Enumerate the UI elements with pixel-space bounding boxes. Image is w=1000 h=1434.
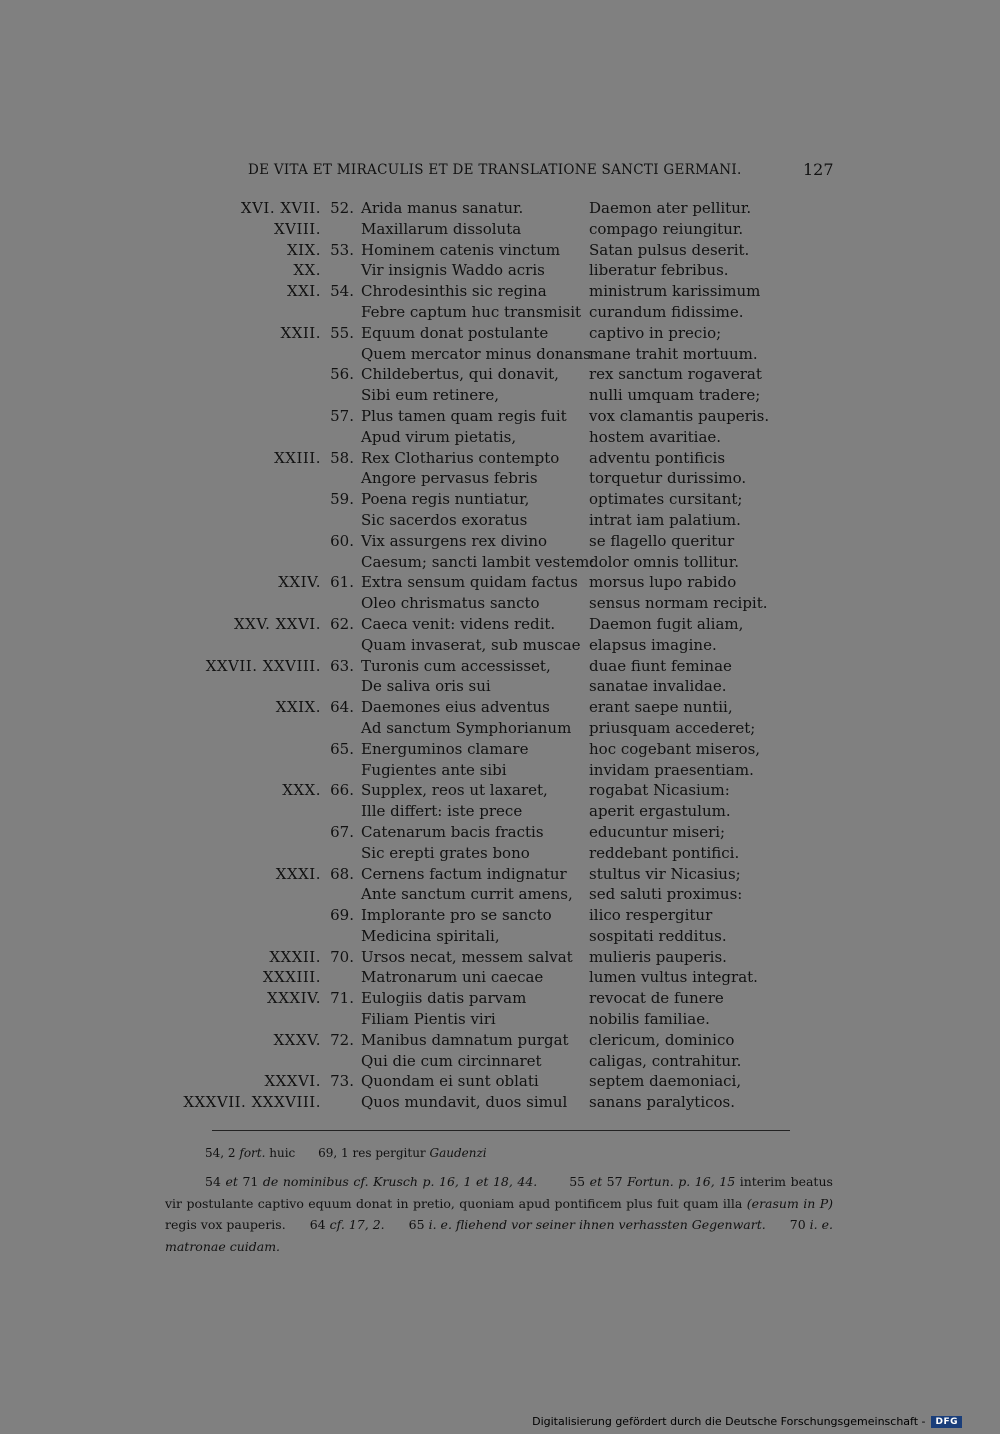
note-text: regis vox pauperis.	[165, 1217, 286, 1232]
verse-first-half: Daemones eius adventus	[361, 698, 550, 717]
strophe-number: 52.	[330, 199, 354, 217]
verse-first-half: Chrodesinthis sic regina	[361, 282, 547, 301]
chapter-number: XXXIV.	[267, 989, 321, 1008]
strophe-number: 59.	[330, 490, 354, 509]
verse-first-half: Caeca venit: videns redit.	[361, 614, 556, 633]
verse-second-half: stultus vir Nicasius;	[589, 864, 741, 883]
verse-first-half: Hominem catenis vinctum	[361, 240, 561, 259]
verse-second-half: sensus normam recipit.	[589, 594, 768, 613]
poem-line	[0, 448, 1000, 469]
poem-line	[0, 406, 1000, 427]
verse-first-half: Rex Clotharius contempto	[361, 448, 560, 467]
poem-line	[0, 489, 1000, 510]
footnotes	[165, 1171, 833, 1257]
verse-second-half: dolor omnis tollitur.	[589, 552, 740, 571]
verse-second-half: mane trahit mortuum.	[589, 344, 758, 363]
chapter-number: XVI. XVII.	[240, 199, 321, 217]
poem-line	[0, 1071, 1000, 1092]
strophe-number: 73.	[330, 1072, 354, 1091]
strophe-number: 56.	[330, 365, 354, 384]
verse-second-half: sanatae invalidae.	[589, 677, 727, 696]
poem-line	[0, 760, 1000, 781]
verse-second-half: Daemon fugit aliam,	[589, 614, 744, 633]
note-ref: 65	[408, 1217, 425, 1232]
poem-line	[0, 427, 1000, 448]
poem-line	[0, 281, 1000, 302]
verse-second-half: sospitati redditus.	[589, 926, 727, 945]
strophe-number: 68.	[330, 864, 354, 883]
verse-first-half: Ursos necat, messem salvat	[361, 947, 573, 966]
verse-second-half: caligas, contrahitur.	[589, 1051, 742, 1070]
chapter-number: XXI.	[286, 282, 321, 301]
verse-first-half: Caesum; sancti lambit vestem:	[361, 552, 595, 571]
poem-line	[0, 385, 1000, 406]
verse-first-half: Poena regis nuntiatur,	[361, 490, 530, 509]
strophe-number: 60.	[330, 531, 354, 550]
verse-first-half: Manibus damnatum purgat	[361, 1030, 569, 1049]
verse-first-half: Febre captum huc transmisit	[361, 302, 582, 321]
poem-line	[0, 656, 1000, 677]
poem-line	[0, 364, 1000, 385]
chapter-number: XXV. XXVI.	[234, 614, 321, 633]
note-ref: 54	[205, 1174, 221, 1189]
verse-second-half: captivo in precio;	[589, 323, 722, 342]
poem-line	[0, 739, 1000, 760]
note-ref: 71	[242, 1174, 259, 1189]
verse-first-half: Sic sacerdos exoratus	[361, 510, 528, 529]
chapter-number: XXXVII. XXXVIII.	[183, 1093, 321, 1112]
poem-line	[0, 302, 1000, 323]
poem-line	[0, 1030, 1000, 1051]
poem-line	[0, 967, 1000, 988]
verse-second-half: rex sanctum rogaverat	[589, 365, 762, 384]
poem-line	[0, 864, 1000, 885]
verse-second-half: torquetur durissimo.	[589, 469, 747, 488]
verse-second-half: optimates cursitant;	[589, 490, 743, 509]
chapter-number: XVIII.	[273, 219, 321, 238]
poem-line	[0, 572, 1000, 593]
footnote-rule	[212, 1130, 790, 1131]
digitization-footer	[532, 1415, 962, 1428]
verse-second-half: hoc cogebant miseros,	[589, 739, 761, 758]
strophe-number: 63.	[330, 656, 354, 675]
verse-first-half: Medicina spiritali,	[361, 926, 500, 945]
verse-first-half: Catenarum bacis fractis	[361, 822, 544, 841]
verse-first-half: Energuminos clamare	[361, 739, 529, 758]
verse-first-half: Quam invaserat, sub muscae	[361, 635, 581, 654]
chapter-number: XXXIII.	[262, 968, 321, 987]
note-ref: 55	[569, 1174, 586, 1189]
strophe-number: 66.	[330, 781, 354, 800]
poem-line	[0, 1051, 1000, 1072]
strophe-number: 58.	[330, 448, 354, 467]
verse-first-half: Supplex, reos ut laxaret,	[361, 781, 548, 800]
chapter-number: XXII.	[280, 323, 321, 342]
poem-line	[0, 780, 1000, 801]
note-italic: de nominibus cf. Krusch p. 16, 1 et 18, 44.	[262, 1174, 538, 1189]
verse-second-half: intrat iam palatium.	[589, 510, 741, 529]
chapter-number: XX.	[293, 261, 321, 280]
verse-second-half: vox clamantis pauperis.	[589, 406, 770, 425]
running-title: DE VITA ET MIRACULIS ET DE TRANSLATIONE SANCTI GERMANI.	[248, 162, 742, 178]
verse-first-half: Angore pervasus febris	[361, 469, 538, 488]
verse-first-half: Plus tamen quam regis fuit	[361, 406, 567, 425]
note-italic: et	[589, 1174, 603, 1189]
verse-first-half: Ante sanctum currit amens,	[361, 885, 573, 904]
verse-second-half: septem daemoniaci,	[589, 1072, 742, 1091]
verse-second-half: revocat de funere	[589, 989, 724, 1008]
verse-first-half: Eulogiis datis parvam	[361, 989, 527, 1008]
verse-second-half: priusquam accederet;	[589, 718, 756, 737]
verse-first-half: Childebertus, qui donavit,	[361, 365, 559, 384]
strophe-number: 72.	[330, 1030, 354, 1049]
chapter-number: XXXII.	[269, 947, 321, 966]
apparatus-ref: 54, 2	[205, 1146, 236, 1160]
poem-line	[0, 260, 1000, 281]
note-italic: Fortun. p. 16, 15	[627, 1174, 736, 1189]
note-ref: 57	[606, 1174, 623, 1189]
poem-line	[0, 468, 1000, 489]
verse-second-half: elapsus imagine.	[589, 635, 717, 654]
poem-line	[0, 323, 1000, 344]
poem-line	[0, 947, 1000, 968]
poem-text	[0, 198, 1000, 1113]
poem-line	[0, 822, 1000, 843]
poem-line	[0, 988, 1000, 1009]
verse-second-half: Satan pulsus deserit.	[589, 240, 750, 259]
poem-line	[0, 593, 1000, 614]
verse-second-half: ilico respergitur	[589, 906, 713, 925]
note-italic: (erasum in P)	[746, 1195, 833, 1211]
verse-first-half: Extra sensum quidam factus	[361, 573, 578, 592]
running-header	[0, 162, 1000, 182]
verse-second-half: se flagello queritur	[589, 531, 735, 550]
verse-first-half: De saliva oris sui	[361, 677, 491, 696]
apparatus-italic: fort.	[239, 1146, 266, 1160]
verse-second-half: rogabat Nicasium:	[589, 781, 730, 800]
poem-line	[0, 905, 1000, 926]
verse-second-half: reddebant pontifici.	[589, 843, 740, 862]
poem-line	[0, 926, 1000, 947]
verse-first-half: Vir insignis Waddo acris	[361, 261, 545, 280]
chapter-number: XXX.	[282, 781, 321, 800]
note-italic: i. e. matronae cuidam.	[165, 1217, 834, 1254]
poem-line	[0, 531, 1000, 552]
note-italic: i. e. fliehend vor seiner ihnen verhassten Gegenwart.	[428, 1217, 766, 1232]
verse-second-half: sanans paralyticos.	[589, 1093, 736, 1112]
critical-apparatus	[205, 1146, 487, 1160]
verse-first-half: Sic erepti grates bono	[361, 843, 530, 862]
chapter-number: XXIII.	[274, 448, 321, 467]
verse-first-half: Qui die cum circinnaret	[361, 1051, 542, 1070]
verse-second-half: aperit ergastulum.	[589, 802, 731, 821]
poem-line	[0, 510, 1000, 531]
verse-second-half: morsus lupo rabido	[589, 573, 737, 592]
strophe-number: 57.	[330, 406, 354, 425]
verse-second-half: clericum, dominico	[589, 1030, 735, 1049]
strophe-number: 54.	[330, 282, 354, 301]
chapter-number: XXVII. XXVIII.	[205, 656, 321, 675]
verse-first-half: Equum donat postulante	[361, 323, 549, 342]
verse-first-half: Implorante pro se sancto	[361, 906, 552, 925]
apparatus-text: res pergitur	[352, 1146, 426, 1160]
verse-second-half: nobilis familiae.	[589, 1010, 710, 1029]
chapter-number: XIX.	[286, 240, 321, 259]
apparatus-ref: 69, 1	[318, 1146, 349, 1160]
strophe-number: 70.	[330, 947, 354, 966]
apparatus-italic: Gaudenzi	[429, 1146, 487, 1160]
verse-second-half: Daemon ater pellitur.	[589, 199, 752, 217]
strophe-number: 62.	[330, 614, 354, 633]
chapter-number: XXXV.	[273, 1030, 321, 1049]
verse-first-half: Quem mercator minus donans	[361, 344, 591, 363]
page-number: 127	[803, 160, 834, 179]
poem-line	[0, 344, 1000, 365]
verse-first-half: Quos mundavit, duos simul	[361, 1093, 568, 1112]
strophe-number: 55.	[330, 323, 354, 342]
verse-first-half: Cernens factum indignatur	[361, 864, 567, 883]
strophe-number: 65.	[330, 739, 354, 758]
note-italic: et	[225, 1174, 238, 1189]
poem-line	[0, 1092, 1000, 1113]
strophe-number: 69.	[330, 906, 354, 925]
chapter-number: XXIX.	[275, 698, 321, 717]
strophe-number: 64.	[330, 698, 354, 717]
verse-first-half: Oleo chrismatus sancto	[361, 594, 540, 613]
verse-first-half: Quondam ei sunt oblati	[361, 1072, 539, 1091]
apparatus-text: huic	[269, 1146, 296, 1160]
verse-second-half: liberatur febribus.	[589, 261, 729, 280]
chapter-number: XXXI.	[275, 864, 321, 883]
verse-second-half: mulieris pauperis.	[589, 947, 727, 966]
verse-second-half: duae fiunt feminae	[589, 656, 732, 675]
poem-line	[0, 697, 1000, 718]
note-text: interim beatus vir postulante captivo equum donat in pretio, quoniam apud pontificem plus fuit quam illa	[165, 1174, 833, 1211]
verse-second-half: ministrum karissimum	[589, 282, 761, 301]
verse-first-half: Ille differt: iste prece	[361, 802, 523, 821]
verse-first-half: Arida manus sanatur.	[361, 199, 524, 217]
verse-first-half: Turonis cum accessisset,	[361, 656, 551, 675]
strophe-number: 71.	[330, 989, 354, 1008]
poem-line	[0, 1009, 1000, 1030]
verse-second-half: adventu pontificis	[589, 448, 726, 467]
poem-line	[0, 884, 1000, 905]
strophe-number: 53.	[330, 240, 354, 259]
verse-second-half: erant saepe nuntii,	[589, 698, 733, 717]
chapter-number: XXXVI.	[264, 1072, 321, 1091]
verse-second-half: compago reiungitur.	[589, 219, 744, 238]
poem-line	[0, 219, 1000, 240]
poem-line	[0, 676, 1000, 697]
poem-line	[0, 718, 1000, 739]
poem-line	[0, 552, 1000, 573]
poem-line	[0, 198, 1000, 219]
strophe-number: 61.	[330, 573, 354, 592]
verse-first-half: Filiam Pientis viri	[361, 1010, 496, 1029]
note-ref: 64	[309, 1217, 326, 1232]
verse-first-half: Maxillarum dissoluta	[361, 219, 522, 238]
poem-line	[0, 843, 1000, 864]
verse-second-half: lumen vultus integrat.	[589, 968, 758, 987]
verse-second-half: invidam praesentiam.	[589, 760, 754, 779]
verse-second-half: sed saluti proximus:	[589, 885, 743, 904]
verse-second-half: nulli umquam tradere;	[589, 386, 761, 405]
poem-line	[0, 614, 1000, 635]
verse-first-half: Fugientes ante sibi	[361, 760, 507, 779]
verse-second-half: educuntur miseri;	[589, 822, 726, 841]
footer-text: Digitalisierung gefördert durch die Deutsche Forschungsgemeinschaft -	[532, 1415, 926, 1428]
verse-first-half: Sibi eum retinere,	[361, 386, 499, 405]
verse-first-half: Matronarum uni caecae	[361, 968, 544, 987]
poem-line	[0, 635, 1000, 656]
chapter-number: XXIV.	[278, 573, 321, 592]
verse-first-half: Apud virum pietatis,	[361, 427, 517, 446]
note-italic: cf. 17, 2.	[329, 1217, 385, 1232]
note-ref: 70	[789, 1217, 806, 1232]
verse-second-half: hostem avaritiae.	[589, 427, 722, 446]
verse-first-half: Ad sanctum Symphorianum	[361, 718, 572, 737]
verse-second-half: curandum fidissime.	[589, 302, 744, 321]
poem-line	[0, 801, 1000, 822]
strophe-number: 67.	[330, 822, 354, 841]
poem-line	[0, 240, 1000, 261]
verse-first-half: Vix assurgens rex divino	[361, 531, 548, 550]
dfg-logo: DFG	[931, 1416, 962, 1428]
